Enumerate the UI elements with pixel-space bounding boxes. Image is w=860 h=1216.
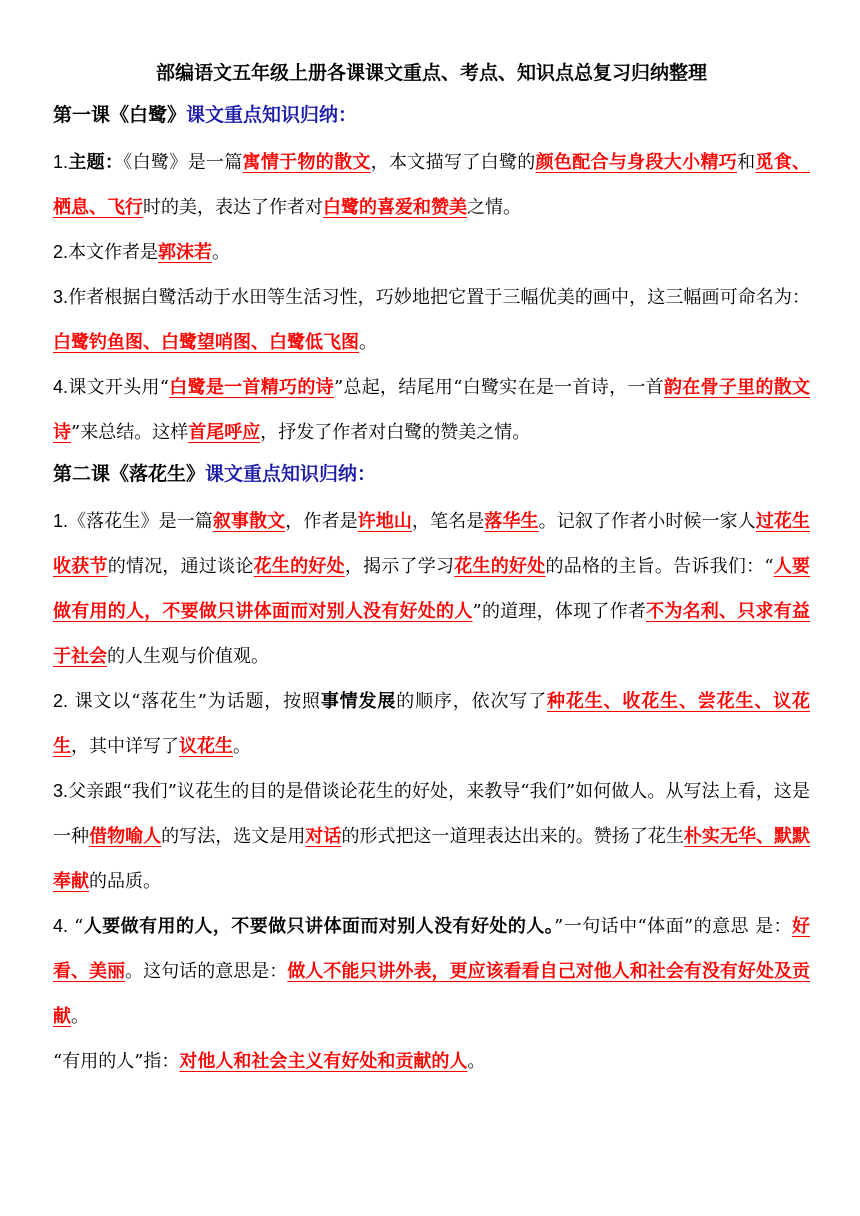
text-run: 作者根据白鹭活动于水田等生活习性，巧妙地把它置于三幅优美的画中，这三幅画可命名为：	[68, 287, 810, 308]
lesson1-point-3	[53, 275, 810, 365]
highlight: 对他人和社会主义有好处和贡献的人	[179, 1051, 468, 1072]
lesson1-point-1	[53, 140, 810, 230]
text-run: ”来总结。这样	[71, 422, 189, 443]
lesson1-point-4	[53, 365, 810, 455]
lesson2-heading-sub: 课文重点知识归纳：	[205, 463, 377, 485]
text-run: 的人生观与价值观。	[107, 646, 269, 667]
text-run: 《白鹭》是一篇	[123, 152, 243, 173]
point-number: 2.	[53, 691, 69, 711]
highlight: 借物喻人	[89, 826, 162, 847]
highlight: 人要做有用的人，不要做只讲体面而对别人没有好处的人	[53, 556, 811, 622]
highlight: 颜色配合与身段大小精巧	[535, 152, 738, 173]
point-number: 1.	[53, 152, 69, 172]
text-run: ”一句话中“体面”的意思 是：	[554, 916, 792, 937]
highlight: 花生的好处	[253, 556, 345, 577]
highlight: 过花生收获节	[53, 511, 811, 577]
point-label: 主题：	[68, 152, 124, 173]
highlight: 许地山	[357, 511, 412, 532]
text-run: 和	[737, 152, 756, 173]
text-run: ”的道理，体现了作者	[472, 601, 647, 622]
lesson2-point-2	[53, 679, 810, 769]
text-run: 《落花生》是一篇	[68, 511, 213, 532]
text-run: 。	[71, 1006, 89, 1027]
highlight: 寓情于物的散文	[242, 152, 371, 173]
text-run: ，其中详写了	[71, 736, 179, 757]
text-run: 。	[233, 736, 251, 757]
lesson1-heading	[53, 100, 810, 130]
lesson2-point-1	[53, 499, 810, 679]
text-run: ，笔名是	[411, 511, 485, 532]
point-number: 4.	[53, 377, 69, 397]
text-run: 的品格的主旨。告诉我们：“	[545, 556, 774, 577]
point-number: 4.	[53, 916, 69, 936]
lesson1-point-2	[53, 230, 810, 275]
text-run: ，揭示了学习	[344, 556, 455, 577]
highlight: 落华生	[484, 511, 539, 532]
point-number: 3.	[53, 781, 69, 801]
text-run: 。	[467, 1051, 486, 1072]
text-run: 课文开头用“	[68, 377, 169, 398]
text-run: 时的美，表达了作者对	[143, 197, 323, 218]
text-run: 的顺序，依次写了	[396, 691, 548, 712]
point-number: 3.	[53, 287, 69, 307]
text-run: 课文以“落花生”为话题，按照	[68, 691, 321, 712]
highlight: 韵在骨子里的散文诗	[53, 377, 811, 443]
point-number: 1.	[53, 511, 69, 531]
highlight: 对话	[305, 826, 342, 847]
text-run: “有用的人”指：	[53, 1051, 180, 1072]
highlight: 叙事散文	[212, 511, 286, 532]
text-run: 父亲跟“我们”议花生的目的是借谈论花生的好处，来教导“我们”如何做人。从写法上看，这是一种	[53, 781, 810, 847]
text-run: 的品质。	[89, 871, 161, 892]
text-run: 的情况，通过谈论	[107, 556, 254, 577]
lesson2-heading-main: 第二课《落花生》	[53, 463, 206, 485]
text-run: 的写法，选文是用	[161, 826, 306, 847]
highlight: 白鹭的喜爱和赞美	[323, 197, 467, 218]
highlight: 做人不能只讲外表，更应该看看自己对他人和社会有没有好处及贡献	[53, 961, 811, 1027]
lesson2-heading	[53, 459, 810, 489]
lesson1-heading-sub: 课文重点知识归纳：	[186, 104, 358, 126]
text-run: 之情。	[467, 197, 521, 218]
lesson2-point-4	[53, 904, 810, 1039]
highlight: 不为名利、只求有益于社会	[53, 601, 811, 667]
highlight: 花生的好处	[454, 556, 546, 577]
lesson1-heading-main: 第一课《白鹭》	[53, 104, 187, 126]
highlight: 首尾呼应	[188, 422, 261, 443]
highlight: 好看、美丽	[53, 916, 810, 982]
text-run: 。这句话的意思是：	[125, 961, 288, 982]
text-run: “	[68, 916, 84, 937]
highlight: 白鹭是一首精巧的诗	[169, 377, 334, 398]
highlight: 议花生	[179, 736, 233, 757]
bold-phrase: 人要做有用的人，不要做只讲体面而对别人没有好处的人。	[83, 916, 555, 937]
highlight: 郭沫若	[158, 242, 213, 263]
text-run: ”总起，结尾用“白鹭实在是一首诗，一首	[333, 377, 664, 398]
highlight: 白鹭钓鱼图、白鹭望哨图、白鹭低飞图	[53, 332, 359, 353]
page-title: 部编语文五年级上册各课课文重点、考点、知识点总复习归纳整理	[155, 62, 707, 84]
lesson2-point-3	[53, 769, 810, 904]
text-run: ，抒发了作者对白鹭的赞美之情。	[260, 422, 531, 443]
highlight: 朴实无华、默默奉献	[53, 826, 811, 892]
bold-phrase: 事情发展	[320, 691, 397, 712]
text-run: 本文作者是	[68, 242, 159, 263]
highlight: 种花生、收花生、尝花生、议花生	[53, 691, 811, 757]
highlight: 觅食、栖息、飞行	[53, 152, 811, 218]
text-run: 的形式把这一道理表达出来的。赞扬了花生	[341, 826, 684, 847]
text-run: ，作者是	[285, 511, 358, 532]
point-number: 2.	[53, 242, 69, 262]
text-run: ，本文描写了白鹭的	[370, 152, 536, 173]
text-run: 。	[359, 332, 377, 353]
lesson2-point-5	[53, 1039, 810, 1084]
text-run: 。	[212, 242, 231, 263]
text-run: 。记叙了作者小时候一家人	[538, 511, 756, 532]
